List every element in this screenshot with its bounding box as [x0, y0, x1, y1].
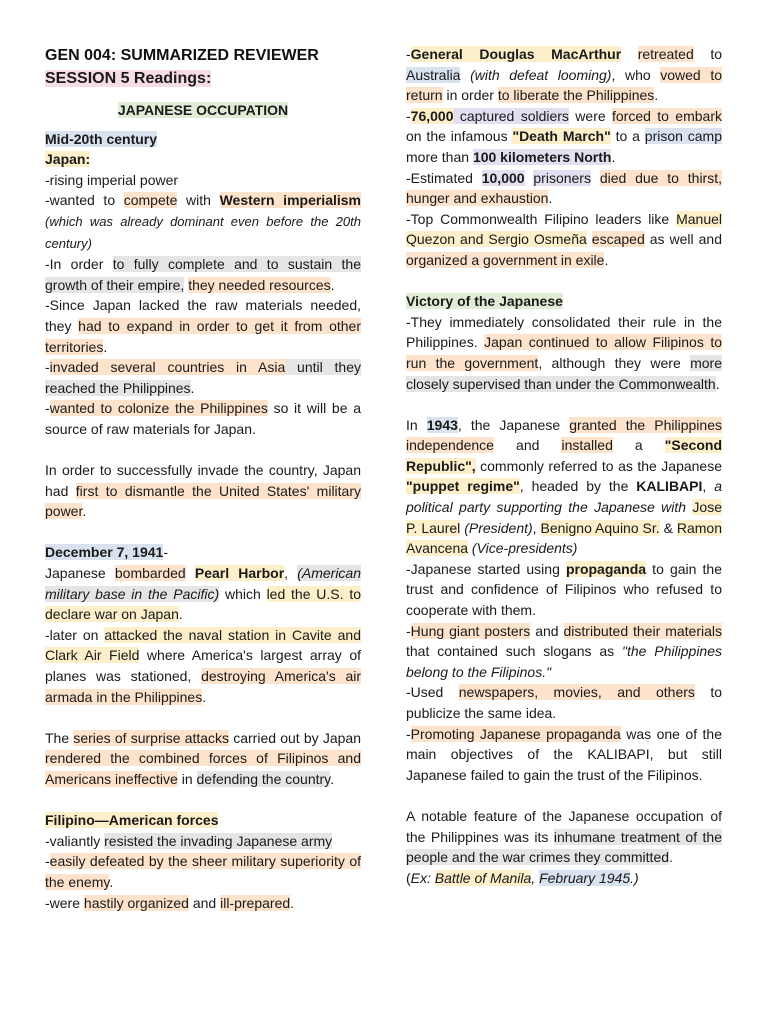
example-line: (Ex: Battle of Manila, February 1945.) — [406, 869, 639, 886]
list-item: -wanted to colonize the Philippines so it will be a source of raw materials for Japan. — [45, 400, 361, 437]
paragraph: In 1943, the Japanese granted the Philippines independence and installed a "Second Republic", commonly referred to as the Japanese "puppet regime", headed by the KALIBAPI, a political party supporting the Japanese with Jose P. Laurel (President), Benigno Aquino Sr. & Ramon Avancena (Vice-presidents) — [406, 416, 723, 557]
list-item: -Since Japan lacked the raw materials needed, they had to expand in order to get it from other territories. — [45, 297, 361, 355]
paragraph: -Top Commonwealth Filipino leaders like Manuel Quezon and Sergio Osmeña escaped as well and organized a government in exile. — [406, 210, 722, 268]
right-column — [406, 44, 722, 888]
section-title: JAPANESE OCCUPATION — [117, 102, 289, 118]
list-item: -Promoting Japanese propaganda was one of the main objectives of the KALIBAPI, but still Japanese failed to gain the trust of the Filipinos. — [406, 725, 722, 783]
victory-heading: Victory of the Japanese — [406, 293, 563, 310]
paragraph: -Estimated 10,000 prisoners died due to thirst, hunger and exhaustion. — [406, 169, 723, 207]
list-item: -In order to fully complete and to sustain the growth of their empire, they needed resources. — [45, 256, 361, 293]
list-item: -valiantly resisted the invading Japanese army — [45, 832, 333, 849]
era-heading: Mid-20th century — [45, 130, 158, 147]
session-heading: SESSION 5 Readings: — [45, 70, 212, 87]
list-item: -easily defeated by the sheer military superiority of the enemy. — [45, 853, 361, 890]
list-item: -Hung giant posters and distributed their materials that contained such slogans as "the Philippines belong to the Filipinos." — [406, 622, 723, 680]
list-item: -Japanese started using propaganda to gain the trust and confidence of Filipinos who refused to cooperate with them. — [406, 560, 722, 619]
paragraph: The series of surprise attacks carried out by Japan rendered the combined forces of Filipinos and Americans ineffective in defending the country. — [45, 729, 361, 787]
date-heading: December 7, 1941- — [45, 544, 168, 561]
document-title: GEN 004: SUMMARIZED REVIEWER — [45, 47, 319, 64]
list-item: -invaded several countries in Asia until they reached the Philippines. — [45, 359, 361, 396]
list-item: -later on attacked the naval station in Cavite and Clark Air Field where America's largest array of planes was stationed, destroying America's air armada in the Philippines. — [45, 626, 361, 705]
list-item: -wanted to compete with Western imperialism (which was already dominant even before the 20th century) — [45, 192, 361, 251]
paragraph: Japanese bombarded Pearl Harbor, (American military base in the Pacific) which led the U.S. to declare war on Japan. — [45, 565, 362, 623]
left-column — [45, 44, 361, 913]
list-item: -Used newspapers, movies, and others to publicize the same idea. — [406, 684, 722, 721]
japan-heading: Japan: — [45, 151, 91, 168]
paragraph: A notable feature of the Japanese occupation of the Philippines was its inhumane treatment of the people and the war crimes they committed. — [406, 807, 722, 866]
paragraph: In order to successfully invade the country, Japan had first to dismantle the United States' military power. — [45, 462, 362, 520]
forces-heading: Filipino—American forces — [45, 812, 219, 829]
list-item: -were hastily organized and ill-prepared. — [45, 894, 295, 911]
paragraph: -General Douglas MacArthur retreated to Australia (with defeat looming), who vowed to return in order to liberate the Philippines. — [406, 46, 722, 104]
paragraph: -76,000 captured soldiers were forced to embark on the infamous "Death March" to a prison camp more than 100 kilometers North. — [406, 107, 723, 165]
paragraph: -They immediately consolidated their rule in the Philippines. Japan continued to allow Filipinos to run the government, although they were more closely supervised than under the Commonwealth. — [406, 313, 722, 392]
list-item: -rising imperial power — [45, 171, 179, 188]
